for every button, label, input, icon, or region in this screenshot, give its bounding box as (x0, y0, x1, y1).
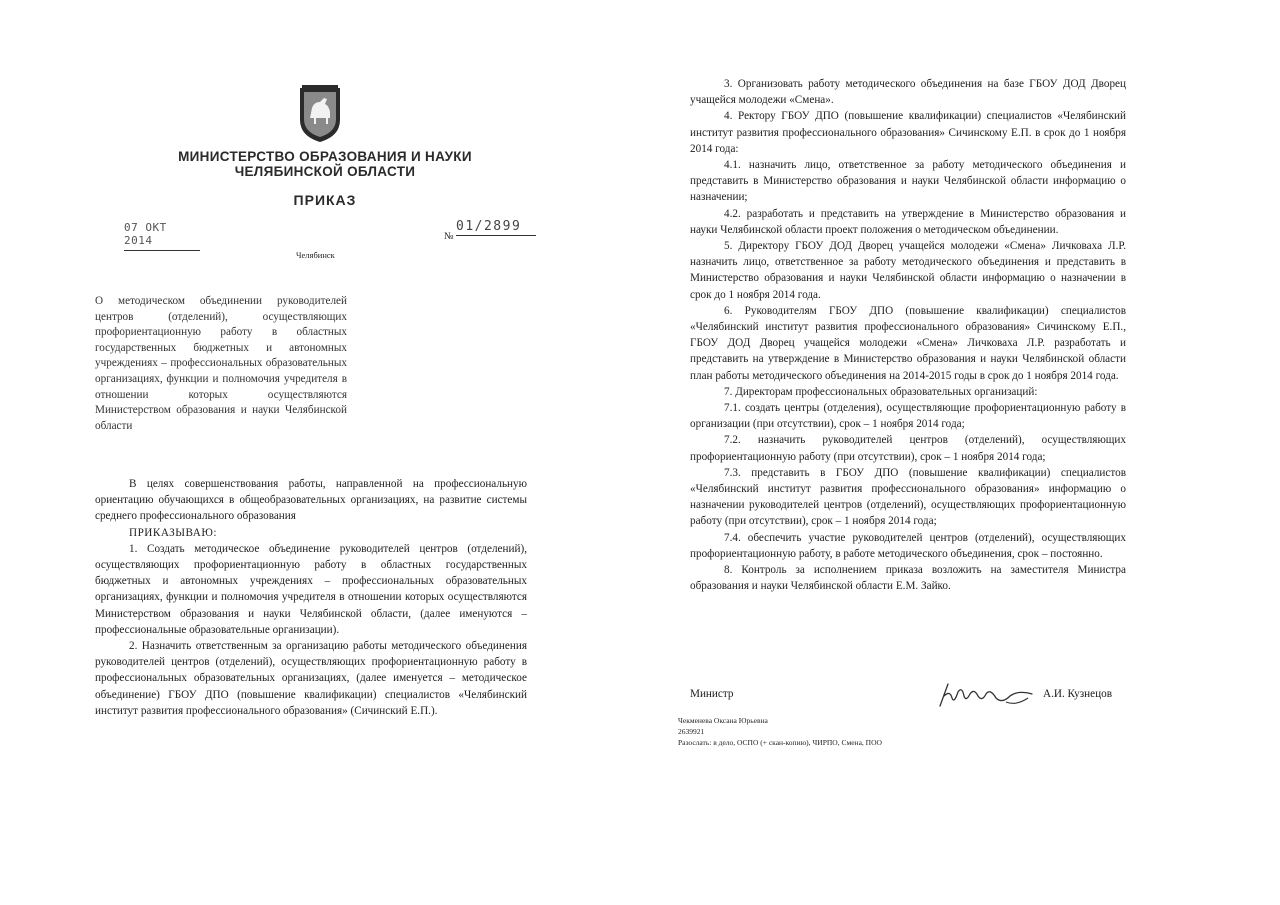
clause-4-2: 4.2. разработать и представить на утверждение в Министерство образования и науки Челябинской области проект положения о методическом объединении. (690, 207, 1126, 236)
order-number: 01/2899 (456, 219, 536, 236)
signature-block (690, 686, 1126, 716)
clause-7-3: 7.3. представить в ГБОУ ДПО (повышение квалификации) специалистов «Челябинский институт развития профессионального образования» информацию о назначении руководителей центров (отделений), осуществляющих профориентационную работу (при отсутствии), срок – 1 ноября 2014 года; (690, 466, 1126, 528)
clause-4-1: 4.1. назначить лицо, ответственное за работу методического объединения и представить в Министерство образования и науки Челябинской области информацию о назначении; (690, 159, 1126, 204)
ministry-name (140, 149, 510, 179)
signatory-position: Министр (690, 688, 734, 700)
clause-5: 5. Директору ГБОУ ДОД Дворец учащейся молодежи «Смена» Личковаха Л.Р. назначить лицо, ответственное за работу методического объединения и представить в Министерство образования и науки Челябинской области информацию о назначении в срок до 1 ноября 2014 года. (690, 240, 1126, 301)
coat-of-arms-icon (294, 84, 346, 144)
signatory-name: А.И. Кузнецов (1043, 688, 1112, 700)
city-label: Челябинск (296, 250, 335, 260)
order-body-right (690, 76, 1126, 595)
document-footer (678, 715, 882, 748)
prikazyvayu-heading: ПРИКАЗЫВАЮ: (129, 526, 217, 539)
order-body-left (95, 476, 527, 719)
ministry-line-1: МИНИСТЕРСТВО ОБРАЗОВАНИЯ И НАУКИ (178, 149, 472, 164)
executor-name: Чекменева Оксана Юрьевна (678, 716, 768, 725)
ministry-line-2: ЧЕЛЯБИНСКОЙ ОБЛАСТИ (234, 164, 416, 179)
clause-7: 7. Директорам профессиональных образовательных организаций: (724, 385, 1038, 398)
clause-1: 1. Создать методическое объединение руководителей центров (отделений), осуществляющих профориентационную работу в областных государственных бюджетных и автономных учреждениях – профессиональных образовательных организациях, функции и полномочия учредителя в отношении которых осуществляются Министерством образования и науки Челябинской области, (далее именуются – профессиональные образовательные организации). (95, 542, 527, 636)
right-page (640, 0, 1280, 905)
clause-6: 6. Руководителям ГБОУ ДПО (повышение квалификации) специалистов «Челябинский институт развития профессионального образования» Сичинскому Е.П., ГБОУ ДОД Дворец учащейся молодежи «Смена» Личковаха Л.Р. разработать и представить на утверждение в Министерство образования и науки Челябинской области план работы методического объединения на 2014-2015 годы в срок до 1 ноября 2014 года. (690, 304, 1126, 382)
order-date: 07 ОКТ 2014 (124, 221, 200, 251)
clause-7-4: 7.4. обеспечить участие руководителей центров (отделений), осуществляющих профориентационную работу, в работе методического объединения, срок – постоянно. (690, 531, 1126, 560)
executor-phone: 2639921 (678, 727, 705, 736)
order-title: ПРИКАЗ (293, 192, 357, 208)
clause-7-2: 7.2. назначить руководителей центров (отделений), осуществляющих профориентационную работу (при отсутствии), срок – 1 ноября 2014 года; (690, 434, 1126, 463)
order-subject: О методическом объединении руководителей центров (отделений), осуществляющих профориентационную работу в областных государственных бюджетных и автономных учреждениях – профессиональных образовательных организациях, функции и полномочия учредителя в отношении которых осуществляются Министерством образования и науки Челябинской области (95, 295, 347, 432)
clause-8: 8. Контроль за исполнением приказа возложить на заместителя Министра образования и науки Челябинской области Е.М. Зайко. (690, 564, 1126, 593)
distribution-list: Разослать: в дело, ОСПО (+ скан-копию), ЧИРПО, Смена, ПОО (678, 738, 882, 747)
clause-4: 4. Ректору ГБОУ ДПО (повышение квалификации) специалистов «Челябинский институт развития профессионального образования» Сичинскому Е.П. в срок до 1 ноября 2014 года: (690, 110, 1126, 155)
clause-2: 2. Назначить ответственным за организацию работы методического объединения руководителей центров (отделений), осуществляющих профориентационную работу в профессиональных образовательных организациях, (далее именуется – методическое объединение) ГБОУ ДПО (повышение квалификации) специалистов «Челябинский институт развития профессионального образования» (Сичинский Е.П.). (95, 640, 527, 717)
handwritten-signature-icon (936, 680, 1036, 708)
number-sign: № (444, 231, 454, 242)
clause-7-1: 7.1. создать центры (отделения), осуществляющие профориентационную работу в организации (при отсутствии), срок – 1 ноября 2014 года; (690, 402, 1126, 431)
clause-3: 3. Организовать работу методического объединения на базе ГБОУ ДОД Дворец учащейся молодежи «Смена». (690, 78, 1126, 107)
intro-paragraph: В целях совершенствования работы, направленной на профессиональную ориентацию обучающихся в общеобразовательных организациях, на развитие системы среднего профессионального образования (95, 478, 527, 523)
